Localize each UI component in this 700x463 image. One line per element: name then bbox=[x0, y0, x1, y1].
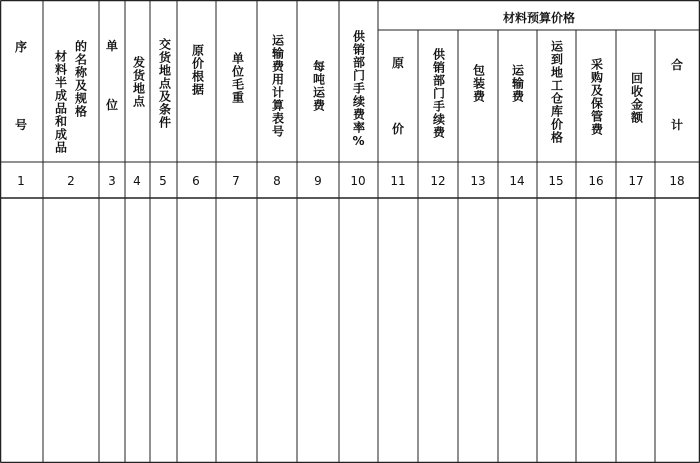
col-number: 1 bbox=[17, 174, 25, 188]
col-number: 7 bbox=[232, 174, 240, 188]
col-fee-rate: 供销部门手续费率% bbox=[351, 30, 366, 149]
col-total-top: 合 bbox=[670, 58, 684, 72]
group-header-material-budget-price: 材料预算价格 bbox=[502, 11, 576, 25]
col-number: 12 bbox=[430, 174, 446, 188]
col-number: 4 bbox=[133, 174, 141, 188]
col-supply-dept-fee: 供销部门手续费 bbox=[431, 48, 446, 139]
col-purchase-storage-fee: 采购及保管费 bbox=[589, 58, 604, 136]
col-number: 6 bbox=[192, 174, 200, 188]
col-number: 17 bbox=[628, 174, 644, 188]
col-number: 9 bbox=[314, 174, 322, 188]
col-number: 10 bbox=[350, 174, 366, 188]
col-number: 5 bbox=[159, 174, 167, 188]
col-price-basis: 原价根据 bbox=[190, 44, 205, 96]
col-number: 15 bbox=[548, 174, 564, 188]
col-unit-bottom: 位 bbox=[105, 98, 119, 112]
col-seq-top: 序 bbox=[14, 40, 28, 54]
col-unit-gross-weight: 单位毛重 bbox=[230, 52, 245, 104]
col-number: 3 bbox=[108, 174, 116, 188]
col-number: 11 bbox=[390, 174, 406, 188]
col-number: 18 bbox=[669, 174, 685, 188]
col-number: 13 bbox=[470, 174, 486, 188]
col-number: 8 bbox=[273, 174, 281, 188]
col-freight-calc-sheet: 运输费用计算表号 bbox=[270, 34, 285, 138]
col-number: 2 bbox=[67, 174, 75, 188]
col-freight-per-ton: 每吨运费 bbox=[311, 60, 326, 112]
col-name-line2: 的名称及规格 bbox=[73, 40, 88, 118]
col-packing-fee: 包装费 bbox=[471, 64, 486, 103]
col-name-line1: 材料半成品和成品 bbox=[53, 50, 68, 154]
col-number: 16 bbox=[588, 174, 604, 188]
col-unit-top: 单 bbox=[105, 39, 119, 53]
col-total-bottom: 计 bbox=[670, 118, 684, 132]
col-arrival-warehouse-price: 运到地工仓库价格 bbox=[549, 40, 564, 144]
col-number: 14 bbox=[509, 174, 525, 188]
col-seq-bottom: 号 bbox=[14, 118, 28, 132]
col-ship-place: 发货地点 bbox=[131, 56, 146, 108]
col-delivery-place-terms: 交货地点及条件 bbox=[157, 38, 172, 129]
col-orig-price-top: 原 bbox=[391, 56, 405, 70]
col-transport-fee: 运输费 bbox=[510, 64, 525, 103]
col-recovery-amount: 回收金额 bbox=[629, 72, 644, 124]
col-orig-price-bottom: 价 bbox=[391, 122, 405, 136]
